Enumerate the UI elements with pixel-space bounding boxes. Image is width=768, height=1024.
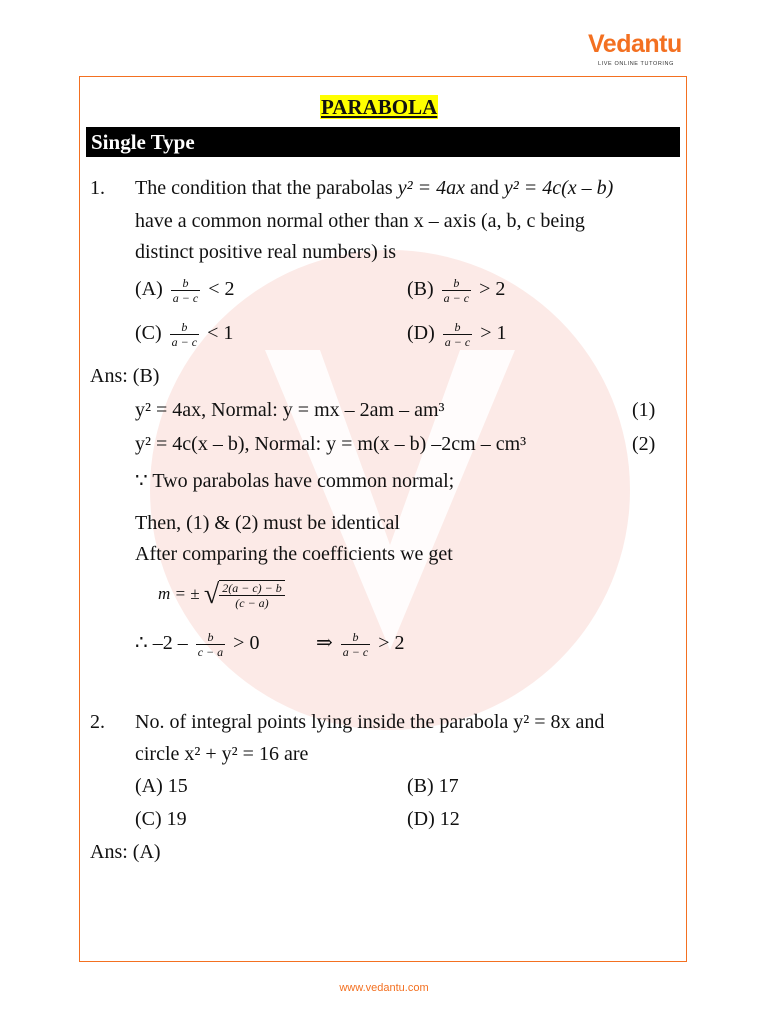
q1-stem-line3: distinct positive real numbers) is (135, 241, 397, 263)
q1-solution-line3: ∵ Two parabolas have common normal; (135, 470, 455, 492)
square-root: √ $\frac{2(a - c) - b}{(c - a)}$ (204, 580, 285, 610)
q2-option-d: (D) 12 (407, 808, 460, 830)
q2-stem-line1: No. of integral points lying inside the parabola y² = 8x and (135, 711, 605, 733)
implies-symbol: ⇒ (316, 632, 333, 655)
q1-equation-tag-1: (1) (632, 399, 656, 421)
q1-stem-line1: The condition that the parabolas y² = 4ax and y² = 4c(x – b) (135, 177, 614, 199)
logo-wordmark: Vedantu (588, 30, 682, 58)
footer-url[interactable]: www.vedantu.com (339, 982, 429, 994)
m-equation: m = ± √ $\frac{2(a - c) - b}{(c - a)}$ (158, 580, 285, 610)
q1-solution-line1: y² = 4ax, Normal: y = mx – 2am – am³ (135, 399, 445, 421)
q1-option-d: (D) $\frac{b}{a - c}$ > 1 (407, 320, 507, 349)
q1-implication: ⇒ $\frac{b}{a - c}$ > 2 (316, 630, 405, 659)
q2-number: 2. (90, 711, 105, 733)
q1-answer: Ans: (B) (90, 365, 160, 387)
q2-option-b: (B) 17 (407, 775, 459, 797)
fraction: $\frac{b}{a - c}$ (444, 320, 471, 349)
q2-option-a: (A) 15 (135, 775, 188, 797)
q2-stem-line2: circle x² + y² = 16 are (135, 743, 309, 765)
fraction: $\frac{b}{a - c}$ (172, 276, 199, 305)
q1-number: 1. (90, 177, 105, 199)
q1-solution-line4: Then, (1) & (2) must be identical (135, 512, 400, 534)
fraction: $\frac{b}{a - c}$ (443, 276, 470, 305)
q1-solution-line2: y² = 4c(x – b), Normal: y = m(x – b) –2cm – cm³ (135, 433, 527, 455)
fraction: $\frac{b}{a - c}$ (342, 630, 369, 659)
q1-solution-line5: After comparing the coefficients we get (135, 543, 453, 565)
q2-answer: Ans: (A) (90, 841, 161, 863)
logo-tagline: LIVE ONLINE TUTORING (598, 61, 674, 67)
q1-option-a: (A) $\frac{b}{a - c}$ < 2 (135, 276, 235, 305)
section-heading: Single Type (86, 127, 680, 157)
q1-equation-tag-2: (2) (632, 433, 656, 455)
q1-option-b: (B) $\frac{b}{a - c}$ > 2 (407, 276, 506, 305)
fraction: $\frac{b}{c - a}$ (197, 630, 224, 659)
q1-option-c: (C) $\frac{b}{a - c}$ < 1 (135, 320, 234, 349)
q1-conclusion: ∴ –2 – $\frac{b}{c - a}$ > 0 (135, 630, 260, 659)
page-title: PARABOLA (321, 95, 438, 119)
fraction: $\frac{b}{a - c}$ (171, 320, 198, 349)
q2-option-c: (C) 19 (135, 808, 187, 830)
q1-stem-line2: have a common normal other than x – axis (a, b, c being (135, 210, 585, 232)
